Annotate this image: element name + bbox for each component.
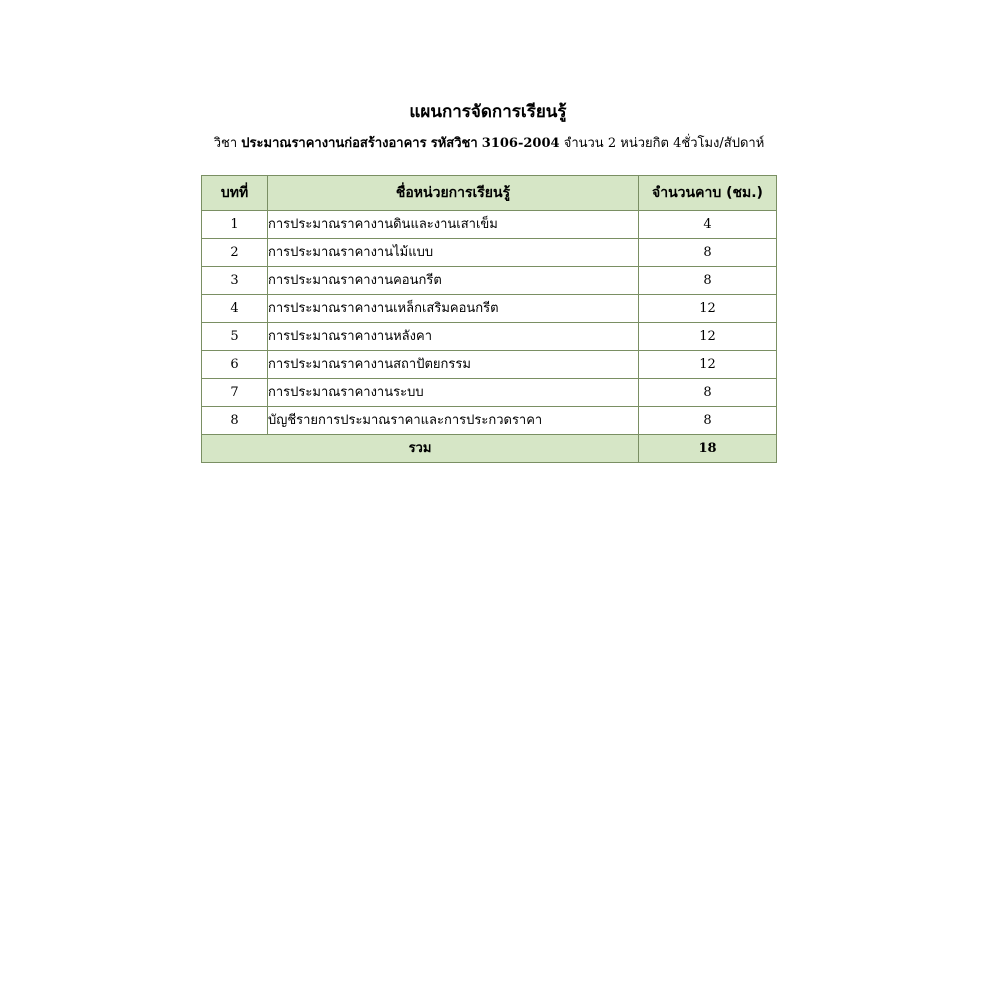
table-row xyxy=(202,295,777,323)
total-row xyxy=(202,435,777,463)
hours-text: ชั่วโมง/สัปดาห์ xyxy=(681,136,765,151)
table-row xyxy=(202,239,777,267)
unit-name: การประมาณราคางานคอนกรีต xyxy=(268,267,639,295)
subtitle xyxy=(0,134,978,154)
chapter-number: 4 xyxy=(202,295,268,323)
total-value: 18 xyxy=(639,435,777,463)
header-periods: จำนวนคาบ (ชม.) xyxy=(639,176,777,211)
unit-name: การประมาณราคางานดินและงานเสาเข็ม xyxy=(268,211,639,239)
unit-name: การประมาณราคางานระบบ xyxy=(268,379,639,407)
chapter-number: 5 xyxy=(202,323,268,351)
periods-value: 8 xyxy=(639,379,777,407)
page-title: แผนการจัดการเรียนรู้ xyxy=(409,102,567,122)
table-row xyxy=(202,407,777,435)
unit-name: บัญชีรายการประมาณราคาและการประกวดราคา xyxy=(268,407,639,435)
credits-value: 2 xyxy=(607,136,617,151)
unit-name: การประมาณราคางานไม้แบบ xyxy=(268,239,639,267)
unit-name: การประมาณราคางานสถาปัตยกรรม xyxy=(268,351,639,379)
course-code: 3106-2004 xyxy=(481,136,560,151)
periods-value: 8 xyxy=(639,267,777,295)
periods-value: 4 xyxy=(639,211,777,239)
chapter-number: 3 xyxy=(202,267,268,295)
course-label: วิชา xyxy=(213,136,238,151)
code-label: รหัสวิชา xyxy=(430,136,478,151)
chapter-number: 2 xyxy=(202,239,268,267)
periods-value: 12 xyxy=(639,295,777,323)
table-row xyxy=(202,379,777,407)
chapter-number: 8 xyxy=(202,407,268,435)
learning-plan-table xyxy=(201,175,777,463)
credit-text-1: จำนวน xyxy=(563,136,604,151)
header-unit-name: ชื่อหน่วยการเรียนรู้ xyxy=(268,176,639,211)
chapter-number: 7 xyxy=(202,379,268,407)
table-row xyxy=(202,211,777,239)
periods-value: 8 xyxy=(639,407,777,435)
table-row xyxy=(202,351,777,379)
header-chapter: บทที่ xyxy=(202,176,268,211)
chapter-number: 6 xyxy=(202,351,268,379)
periods-value: 12 xyxy=(639,323,777,351)
unit-name: การประมาณราคางานเหล็กเสริมคอนกรีต xyxy=(268,295,639,323)
credit-text-2: หน่วยกิต xyxy=(620,136,669,151)
periods-value: 12 xyxy=(639,351,777,379)
table-row xyxy=(202,267,777,295)
periods-value: 8 xyxy=(639,239,777,267)
unit-name: การประมาณราคางานหลังคา xyxy=(268,323,639,351)
total-label: รวม xyxy=(202,435,639,463)
hours-value: 4 xyxy=(673,136,682,151)
course-name: ประมาณราคางานก่อสร้างอาคาร xyxy=(241,136,427,151)
chapter-number: 1 xyxy=(202,211,268,239)
table-header-row xyxy=(202,176,777,211)
table-row xyxy=(202,323,777,351)
